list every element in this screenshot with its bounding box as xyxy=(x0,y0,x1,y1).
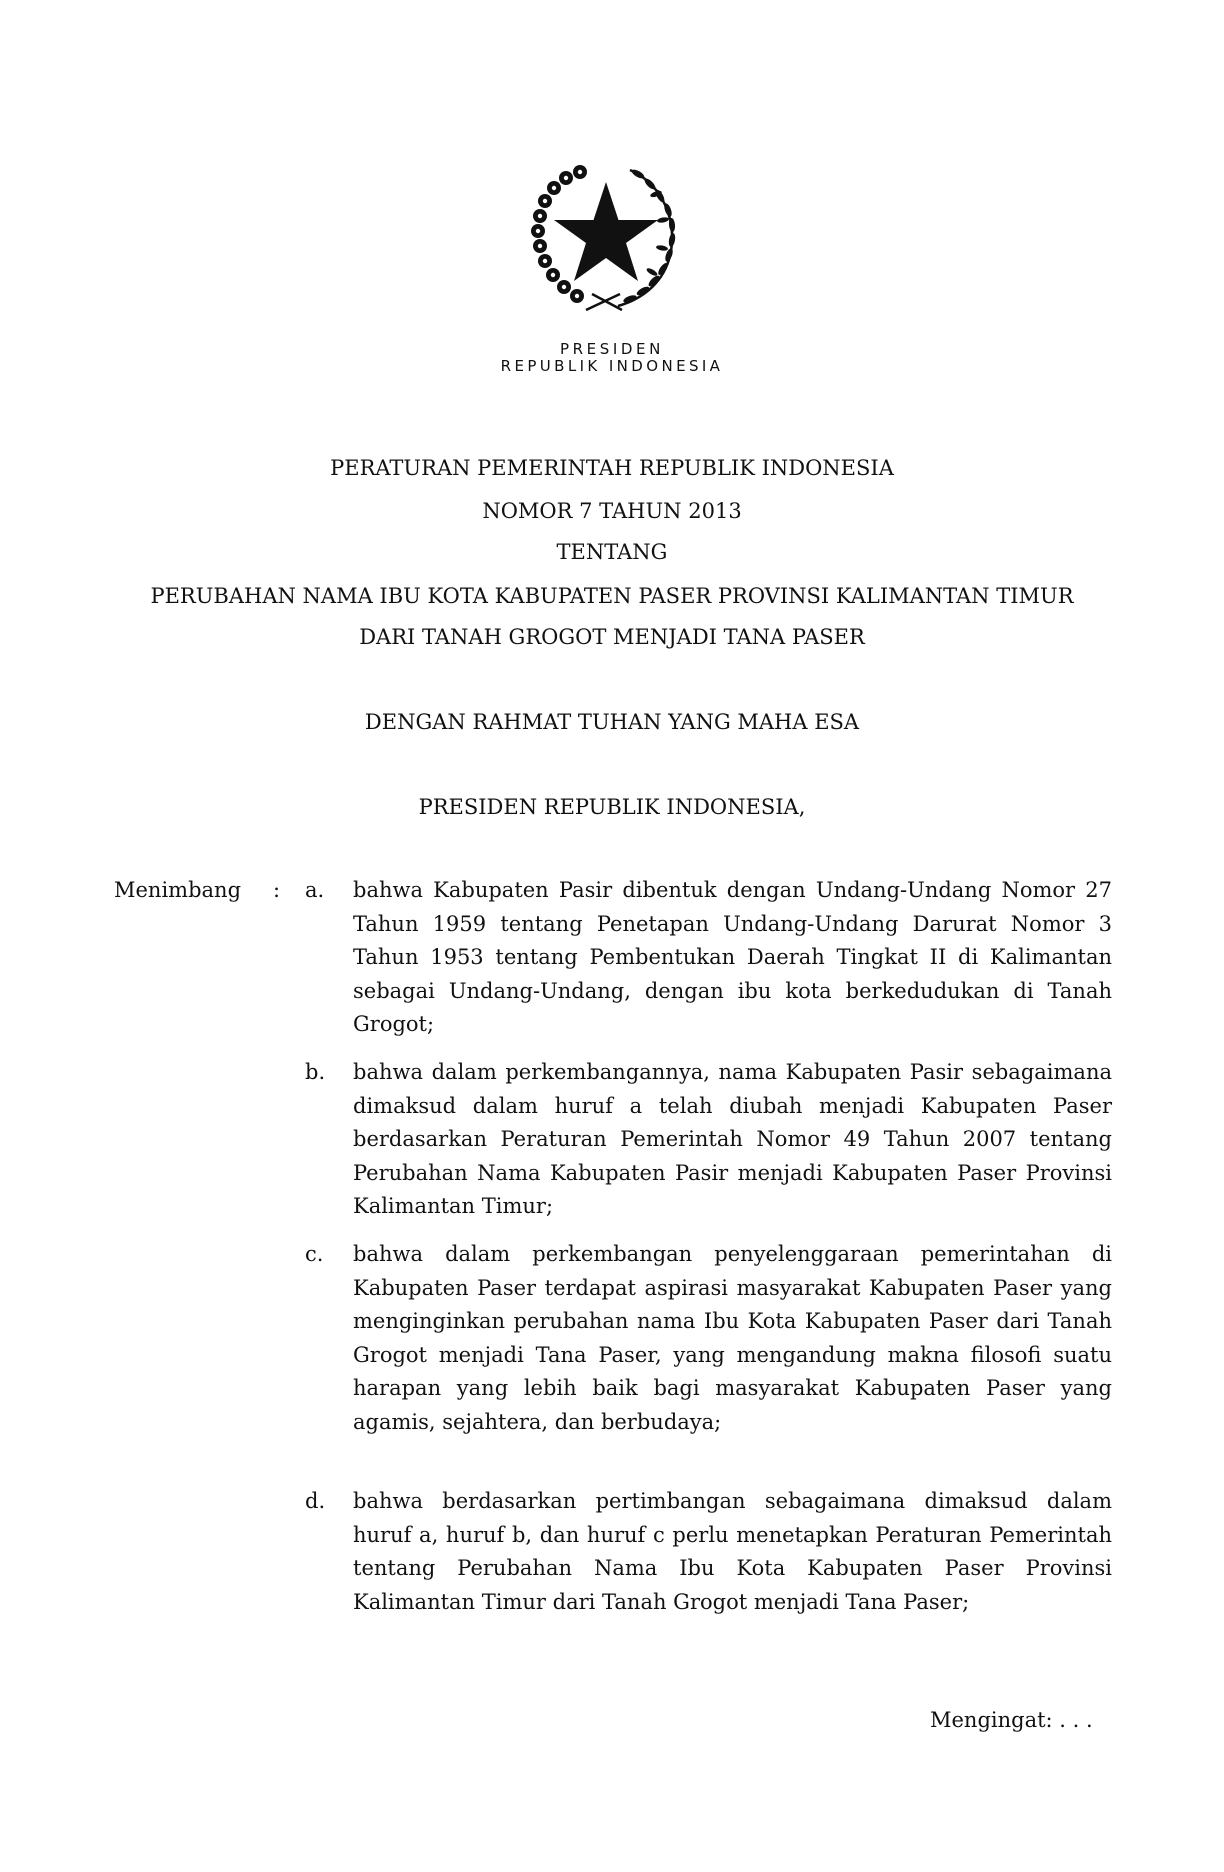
document-title: PERATURAN PEMERINTAH REPUBLIK INDONESIA xyxy=(330,456,894,480)
letterhead-presiden: PRESIDEN xyxy=(560,340,664,358)
continuation-catchword: Mengingat: . . . xyxy=(930,1708,1093,1732)
letterhead-republik-indonesia: REPUBLIK INDONESIA xyxy=(500,357,724,375)
item-text: bahwa dalam perkembangannya, nama Kabupaten Pasir sebagaimana dimaksud dalam huruf a telah diubah menjadi Kabupaten Paser berdasarkan Peraturan Pemerintah Nomor 49 Tahun 2007 tentang Perubahan Nama Kabupaten Pasir menjadi Kabupaten Paser Provinsi Kalimantan Timur; xyxy=(353,1060,1112,1219)
menimbang-colon: : xyxy=(273,878,281,902)
item-text: bahwa Kabupaten Pasir dibentuk dengan Undang-Undang Nomor 27 Tahun 1959 tentang Penetapan Undang-Undang Darurat Nomor 3 Tahun 1953 tentang Pembentukan Daerah Tingkat II di Kalimantan sebagai Undang-Undang, dengan ibu kota berkedudukan di Tanah Grogot; xyxy=(353,878,1112,1037)
item-marker: b. xyxy=(305,1060,326,1084)
issuing-authority: PRESIDEN REPUBLIK INDONESIA, xyxy=(418,795,806,819)
document-subject-line2: DARI TANAH GROGOT MENJADI TANA PASER xyxy=(359,625,865,649)
menimbang-label: Menimbang xyxy=(114,878,242,902)
item-marker: c. xyxy=(305,1242,324,1266)
document-number: NOMOR 7 TAHUN 2013 xyxy=(482,499,742,523)
item-text: bahwa dalam perkembangan penyelenggaraan pemerintahan di Kabupaten Paser terdapat aspirasi masyarakat Kabupaten Paser yang menginginkan perubahan nama Ibu Kota Kabupaten Paser dari Tanah Grogot menjadi Tana Paser, yang mengandung makna filosofi suatu harapan yang lebih baik bagi masyarakat Kabupaten Paser yang agamis, sejahtera, dan berbudaya; xyxy=(353,1242,1112,1434)
item-marker: d. xyxy=(305,1489,326,1513)
invocation: DENGAN RAHMAT TUHAN YANG MAHA ESA xyxy=(364,710,860,734)
item-marker: a. xyxy=(305,878,325,902)
document-tentang: TENTANG xyxy=(556,540,668,564)
presidential-seal-icon xyxy=(530,160,682,312)
document-subject-line1: PERUBAHAN NAMA IBU KOTA KABUPATEN PASER PROVINSI KALIMANTAN TIMUR xyxy=(150,584,1074,608)
item-text: bahwa berdasarkan pertimbangan sebagaimana dimaksud dalam huruf a, huruf b, dan huruf c perlu menetapkan Peraturan Pemerintah tentang Perubahan Nama Ibu Kota Kabupaten Paser Provinsi Kalimantan Timur dari Tanah Grogot menjadi Tana Paser; xyxy=(353,1489,1112,1614)
